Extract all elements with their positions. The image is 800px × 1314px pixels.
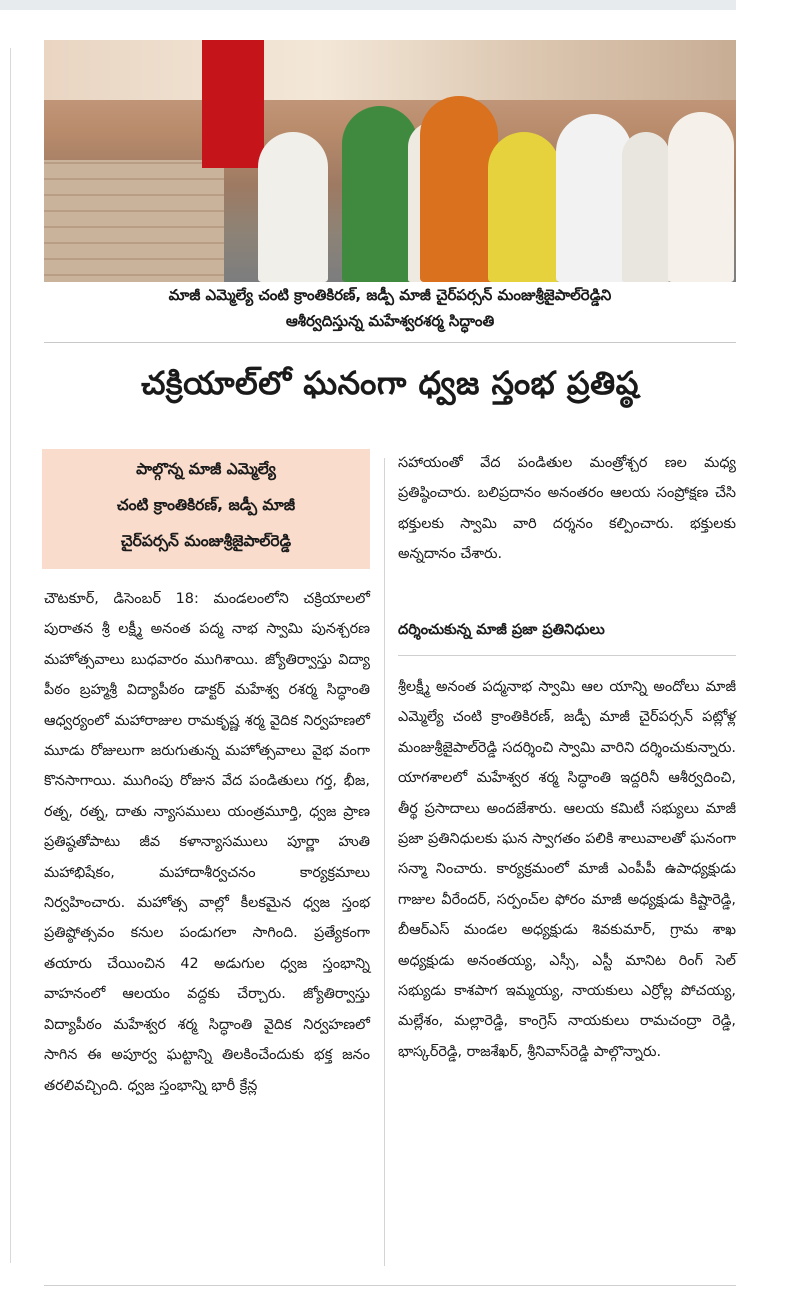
- caption-line-2: ఆశీర్వదిస్తున్న మహేశ్వరశర్మ సిద్ధాంతి: [285, 312, 495, 330]
- photo-person: [342, 106, 418, 282]
- photo-person: [556, 114, 632, 282]
- footer-divider: [44, 1285, 736, 1286]
- caption-divider: [44, 342, 736, 343]
- photo-person: [258, 132, 328, 282]
- photo-red-cloth: [202, 40, 264, 168]
- photo-wall: [44, 160, 224, 282]
- photo-canopy: [44, 40, 736, 100]
- photo-caption: [44, 282, 736, 334]
- left-margin-rule: [10, 48, 11, 1263]
- column-divider: [384, 458, 385, 1266]
- subheadline-line-2: చంటి క్రాంతికిరణ్‌, జడ్పీ మాజీ: [116, 496, 296, 514]
- subheadline-line-3: చైర్‌పర్సన్‌ మంజుశ్రీజైపాల్‌రెడ్డి: [120, 532, 292, 550]
- photo-person: [488, 132, 560, 282]
- caption-line-1: మాజీ ఎమ్మెల్యే చంటి క్రాంతికిరణ్‌, జడ్పీ మాజీ చైర్‌పర్సన్‌ మంజుశ్రీజైపాల్‌రెడ్డిని: [168, 286, 612, 304]
- photo-person: [622, 132, 670, 282]
- photo-person: [420, 96, 498, 282]
- section-divider: [398, 655, 736, 656]
- subheadline-line-1: పాల్గొన్న మాజీ ఎమ్మెల్యే: [136, 460, 276, 478]
- section-subheading: దర్శించుకున్న మాజీ ప్రజా ప్రతినిధులు: [398, 622, 605, 638]
- subheadline-box: [42, 449, 370, 569]
- top-bar: [0, 0, 736, 10]
- body-column-left: చౌటకూర్‌, డిసెంబర్‌ 18: మండలంలోని చక్రియాలలో పురాతన శ్రీ లక్ష్మీ అనంత పద్మ నాభ స్వామి పునశ్చరణ మహోత్సవాలు బుధవారం ముగిశాయి. జ్యోతిర్వాస్తు విద్యా పీఠం బ్రహ్మశ్రీ విద్యాపీఠం డాక్టర్‌ మహేశ్వ రశర్మ సిద్ధాంతి ఆధ్వర్యంలో మహారాజుల రామకృష్ణ శర్మ వైదిక నిర్వహణలో మూడు రోజులుగా జరుగుతున్న మహోత్సవాలు వైభ వంగా కొనసాగాయి. ముగింపు రోజున వేద పండితులు గర్త, భీజ, రత్న, రత్న, దాతు న్యాసములు యంత్రమూర్తి, ధ్వజ ప్రాణ ప్రతిష్ఠతోపాటు జీవ కళాన్యాసములు పూర్ణా హుతి మహాభిషేకం, మహాదాశీర్వచనం కార్యక్రమాలు నిర్వహించారు. మహోత్స వాల్లో కీలకమైన ధ్వజ స్తంభ ప్రతిష్ఠోత్సవం కనుల పండుగలా సాగింది. ప్రత్యేకంగా తయారు చేయించిన 42 అడుగుల ధ్వజ స్తంభాన్ని వాహనంలో ఆలయం వద్దకు చేర్చారు. జ్యోతిర్వాస్తు విద్యాపీఠం మహేశ్వర శర్మ సిద్ధాంతి వైదిక నిర్వహణలో సాగిన ఈ అపూర్వ ఘట్టాన్ని తిలకించేందుకు భక్త జనం తరలివచ్చింది. ధ్వజ స్తంభాన్ని భారీ క్రేన్ల: [44, 591, 370, 1094]
- photo-person: [668, 112, 734, 282]
- headline: చక్రియాల్‌లో ఘనంగా ధ్వజ స్తంభ ప్రతిష్ఠ: [141, 364, 639, 402]
- body-column-right-top: సహాయంతో వేద పండితుల మంత్రోశ్చర ణల మధ్య ప్రతిష్ఠించారు. బలిప్రదానం అనంతరం ఆలయ సంప్రోక్షణ చేసి భక్తులకు స్వామి వారి దర్శనం కల్పించారు. భక్తులకు అన్నదానం చేశారు.: [398, 455, 736, 563]
- news-photo: [44, 40, 736, 282]
- body-column-right-bottom: శ్రీలక్ష్మీ అనంత పద్మనాభ స్వామి ఆల యాన్ని అందోలు మాజీ ఎమ్మెల్యే చంటి క్రాంతికిరణ్‌, జడ్పీ మాజీ చైర్‌పర్సన్‌ పట్లోళ్ల మంజుశ్రీజైపాల్‌రెడ్డి సదర్శించి స్వామి వారిని దర్శించుకున్నారు. యాగశాలలో మహేశ్వర శర్మ సిద్ధాంతి ఇద్దరినీ ఆశీర్వదించి, తీర్థ ప్రసాదాలు అందజేశారు. ఆలయ కమిటీ సభ్యులు మాజీ ప్రజా ప్రతినిధులకు ఘన స్వాగతం పలికి శాలువాలతో ఘనంగా సన్మా నించారు. కార్యక్రమంలో మాజీ ఎంపీపీ ఉపాధ్యక్షుడు గాజుల వీరేందర్‌, సర్పంచ్‌ల ఫోరం మాజీ అధ్యక్షుడు కిష్టారెడ్డి, బీఆర్‌ఎస్‌ మండల అధ్యక్షుడు శివకుమార్‌, గ్రామ శాఖ అధ్యక్షుడు అనంతయ్య, ఎస్సీ, ఎస్టీ మానిట రింగ్‌ సెల్‌ సభ్యుడు కాశపాగ ఇమ్మయ్య, నాయకులు ఎర్రోల్ల పోచయ్య, మల్లేశం, మల్లారెడ్డి, కాంగ్రెస్‌ నాయకులు రామచంద్రా రెడ్డి, భాస్కర్‌రెడ్డి, రాజశేఖర్‌, శ్రీనివాస్‌రెడ్డి పాల్గొన్నారు.: [398, 679, 736, 1060]
